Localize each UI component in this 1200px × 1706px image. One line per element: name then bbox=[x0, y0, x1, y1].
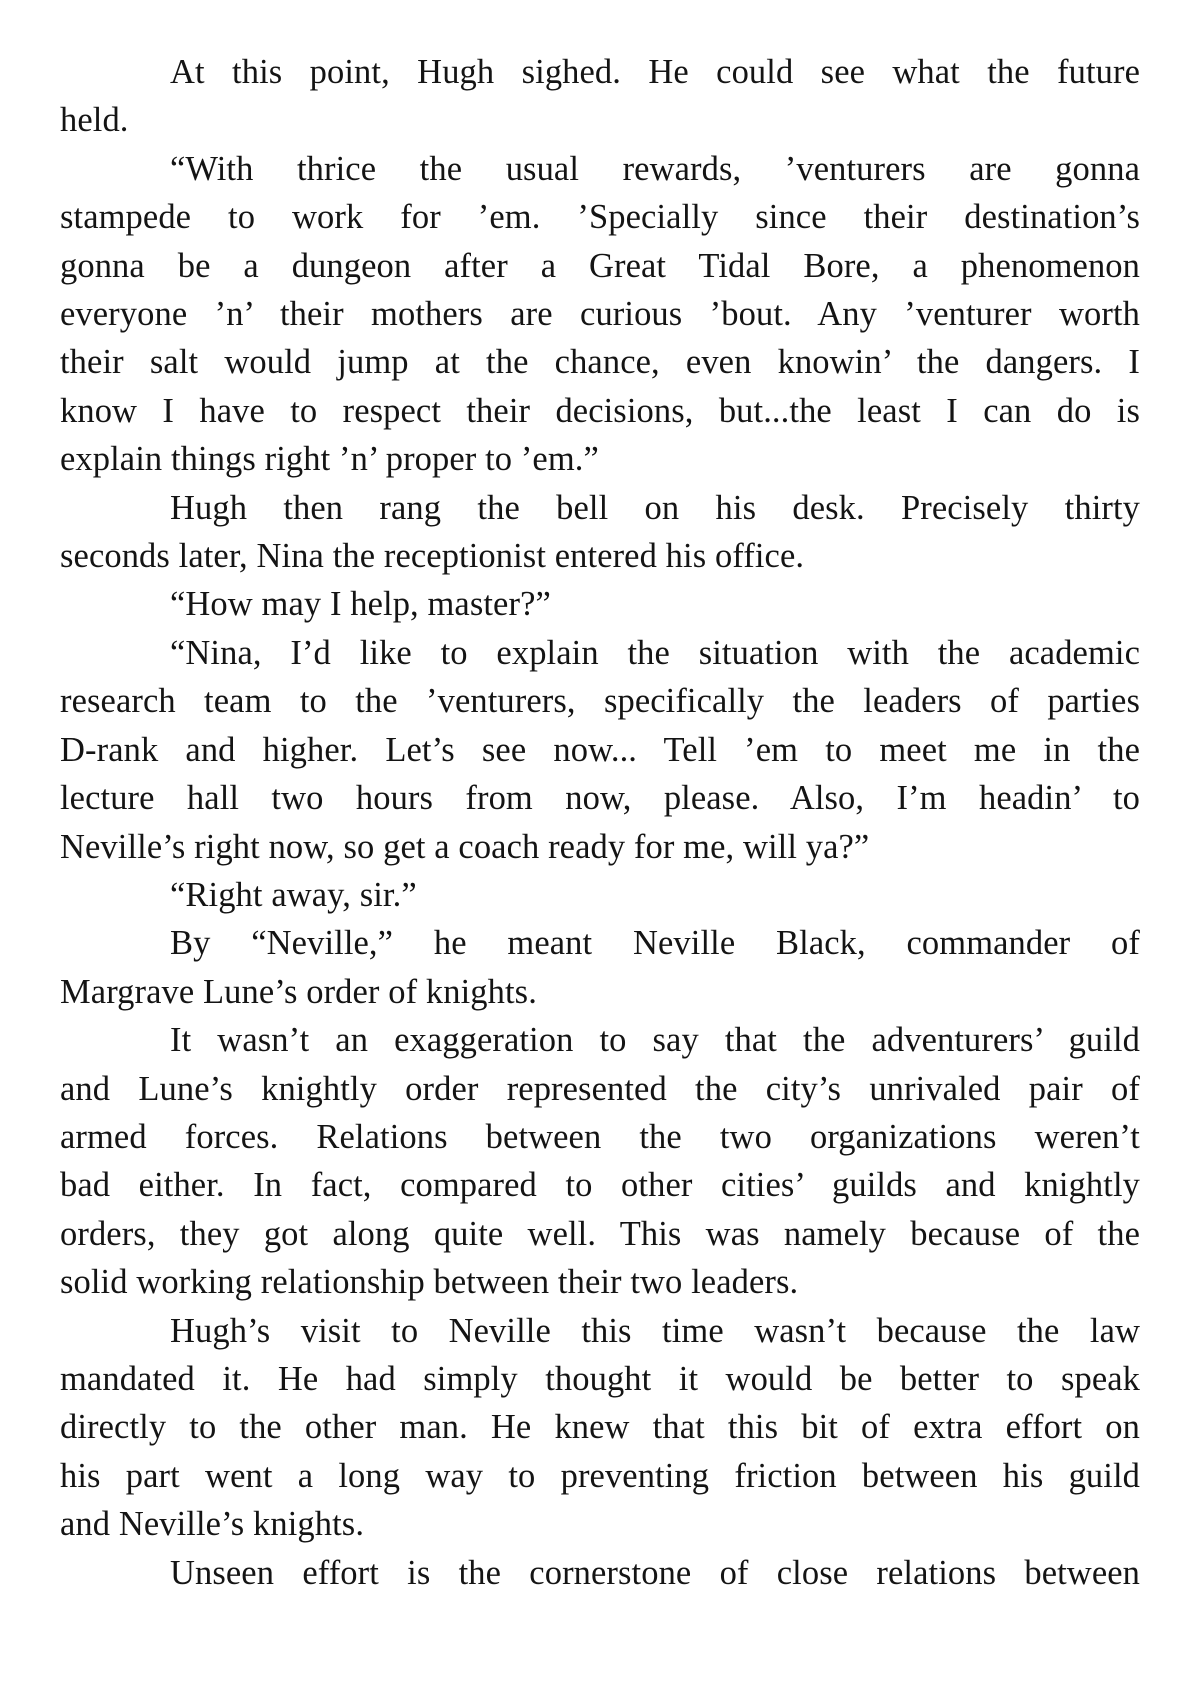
text-line: “With thrice the usual rewards, ’venturers are gonna bbox=[170, 149, 1140, 188]
text-line: directly to the other man. He knew that this bit of extra effort on bbox=[60, 1408, 1140, 1447]
text-line: orders, they got along quite well. This was namely because of the bbox=[60, 1214, 1140, 1253]
text-line: and Neville’s knights. bbox=[60, 1505, 365, 1544]
text-line: held. bbox=[60, 101, 129, 140]
paragraph bbox=[60, 145, 1140, 484]
text-line: mandated it. He had simply thought it would be better to speak bbox=[60, 1359, 1140, 1398]
paragraph bbox=[60, 919, 1140, 1016]
paragraph bbox=[60, 1549, 1140, 1597]
text-line: lecture hall two hours from now, please. Also, I’m headin’ to bbox=[60, 779, 1140, 818]
text-line: and Lune’s knightly order represented the city’s unrivaled pair of bbox=[60, 1069, 1140, 1108]
text-line: Unseen effort is the cornerstone of close relations between bbox=[170, 1553, 1140, 1592]
text-line: seconds later, Nina the receptionist entered his office. bbox=[60, 537, 805, 576]
text-line: armed forces. Relations between the two organizations weren’t bbox=[60, 1117, 1140, 1156]
text-line: At this point, Hugh sighed. He could see what the future bbox=[170, 53, 1140, 91]
paragraph bbox=[60, 629, 1140, 871]
text-line: Hugh then rang the bell on his desk. Precisely thirty bbox=[170, 488, 1140, 527]
text-line: research team to the ’venturers, specifically the leaders of parties bbox=[60, 682, 1140, 721]
text-line: “Nina, I’d like to explain the situation with the academic bbox=[170, 633, 1140, 672]
text-line: bad either. In fact, compared to other cities’ guilds and knightly bbox=[60, 1166, 1140, 1205]
text-line: “How may I help, master?” bbox=[170, 585, 551, 624]
text-line: Margrave Lune’s order of knights. bbox=[60, 972, 537, 1011]
text-line: Neville’s right now, so get a coach ready for me, will ya?” bbox=[60, 827, 870, 866]
text-line: know I have to respect their decisions, but...the least I can do is bbox=[60, 391, 1140, 430]
text-line: By “Neville,” he meant Neville Black, commander of bbox=[170, 924, 1140, 963]
text-line: solid working relationship between their two leaders. bbox=[60, 1263, 799, 1302]
text-line: gonna be a dungeon after a Great Tidal Bore, a phenomenon bbox=[60, 246, 1140, 285]
text-line: stampede to work for ’em. ’Specially since their destination’s bbox=[60, 198, 1140, 237]
paragraph bbox=[60, 871, 1140, 919]
paragraph bbox=[60, 1307, 1140, 1549]
paragraph bbox=[60, 580, 1140, 628]
text-line: “Right away, sir.” bbox=[170, 875, 417, 914]
text-line: everyone ’n’ their mothers are curious ’bout. Any ’venturer worth bbox=[60, 295, 1140, 334]
text-line: his part went a long way to preventing friction between his guild bbox=[60, 1456, 1140, 1495]
text-line: It wasn’t an exaggeration to say that the adventurers’ guild bbox=[170, 1021, 1140, 1060]
paragraph bbox=[60, 48, 1140, 145]
paragraph bbox=[60, 484, 1140, 581]
text-line: Hugh’s visit to Neville this time wasn’t because the law bbox=[170, 1311, 1140, 1350]
text-line: their salt would jump at the chance, even knowin’ the dangers. I bbox=[60, 343, 1140, 382]
text-line: explain things right ’n’ proper to ’em.” bbox=[60, 440, 599, 479]
page-text-block bbox=[60, 48, 1140, 1597]
text-line: D-rank and higher. Let’s see now... Tell ’em to meet me in the bbox=[60, 730, 1140, 769]
paragraph bbox=[60, 1016, 1140, 1306]
